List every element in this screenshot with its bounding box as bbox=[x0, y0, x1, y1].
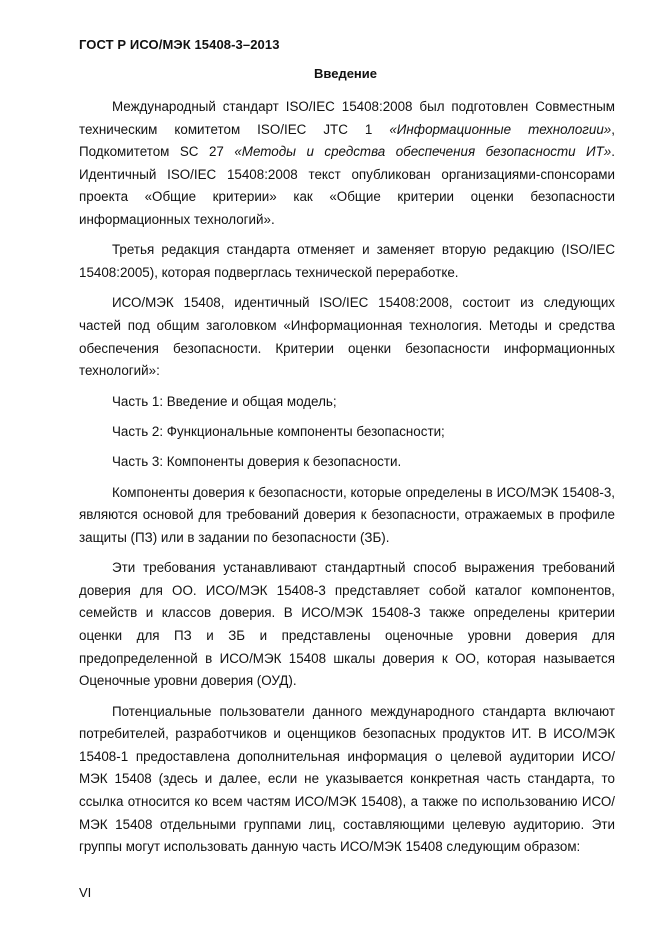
section-title: Введение bbox=[314, 66, 377, 81]
paragraph-2: Третья редакция стандарта отменяет и заменяет вторую редакцию (ISO/IEC 15408:2005), которая подверглась технической переработке. bbox=[79, 242, 615, 280]
list-item-part-1: Часть 1: Введение и общая модель; bbox=[112, 393, 337, 409]
paragraph-4: Компоненты доверия к безопасности, которые определены в ИСО/МЭК 15408-3, являются основой для требований доверия к безопасности, отражаемых в профиле защиты (ПЗ) или в задании по безопасности (ЗБ). bbox=[79, 484, 615, 545]
paragraph-5: Эти требования устанавливают стандартный способ выражения требований доверия для ОО. ИСО/МЭК 15408-3 представляет собой каталог компонентов, семейств и классов доверия. В ИСО/МЭК 15408-3 также определены критерии оценки для ПЗ и ЗБ и представлены оценочные уровни доверия для предопределенной в ИСО/МЭК 15408 шкалы доверия к ОО, которая называется Оценочные уровни доверия (ОУД). bbox=[79, 560, 615, 689]
paragraph-3: ИСО/МЭК 15408, идентичный ISO/IEC 15408:2008, состоит из следующих частей под общим заголовком «Информационная технология. Методы и средства обеспечения безопасности. Критерии оценки безопасности информационных технологий»: bbox=[79, 295, 615, 379]
page-number: VI bbox=[79, 885, 92, 900]
p1-text-e: . Идентичный ISO/IEC 15408:2008 текст опубликован организациями-спонсорами проекта «Общие критерии» как «Общие критерии оценки безопасности информационных технологий». bbox=[79, 144, 615, 227]
p1-text-c: , Подкомитетом SC 27 bbox=[79, 121, 615, 160]
list-item-part-2: Часть 2: Функциональные компоненты безопасности; bbox=[112, 423, 445, 439]
p1-italic-d: «Методы и средства обеспечения безопасности ИТ» bbox=[234, 144, 612, 160]
paragraph-1 bbox=[79, 96, 615, 232]
p1-text-a: Международный стандарт ISO/IEC 15408:2008 был подготовлен Совместным техническим комитетом ISO/IEC JTC 1 bbox=[79, 99, 615, 137]
body-text bbox=[79, 96, 615, 867]
running-header: ГОСТ Р ИСО/МЭК 15408-3–2013 bbox=[79, 37, 280, 52]
paragraph-6: Потенциальные пользователи данного международного стандарта включают потребителей, разработчиков и оценщиков безопасных продуктов ИТ. В ИСО/МЭК 15408-1 предоставлена дополнительная информация о целевой аудитории ИСО/МЭК 15408 (здесь и далее, если не указывается конкретная часть стандарта, то ссылка относится ко всем частям ИСО/МЭК 15408), а также по использованию ИСО/МЭК 15408 отдельными группами лиц, составляющими целевую аудиторию. Эти группы могут использовать данную часть ИСО/МЭК 15408 следующим образом: bbox=[79, 703, 615, 855]
list-item-part-3: Часть 3: Компоненты доверия к безопасности. bbox=[112, 454, 402, 470]
p1-italic-b: «Информационные технологии» bbox=[389, 121, 612, 137]
